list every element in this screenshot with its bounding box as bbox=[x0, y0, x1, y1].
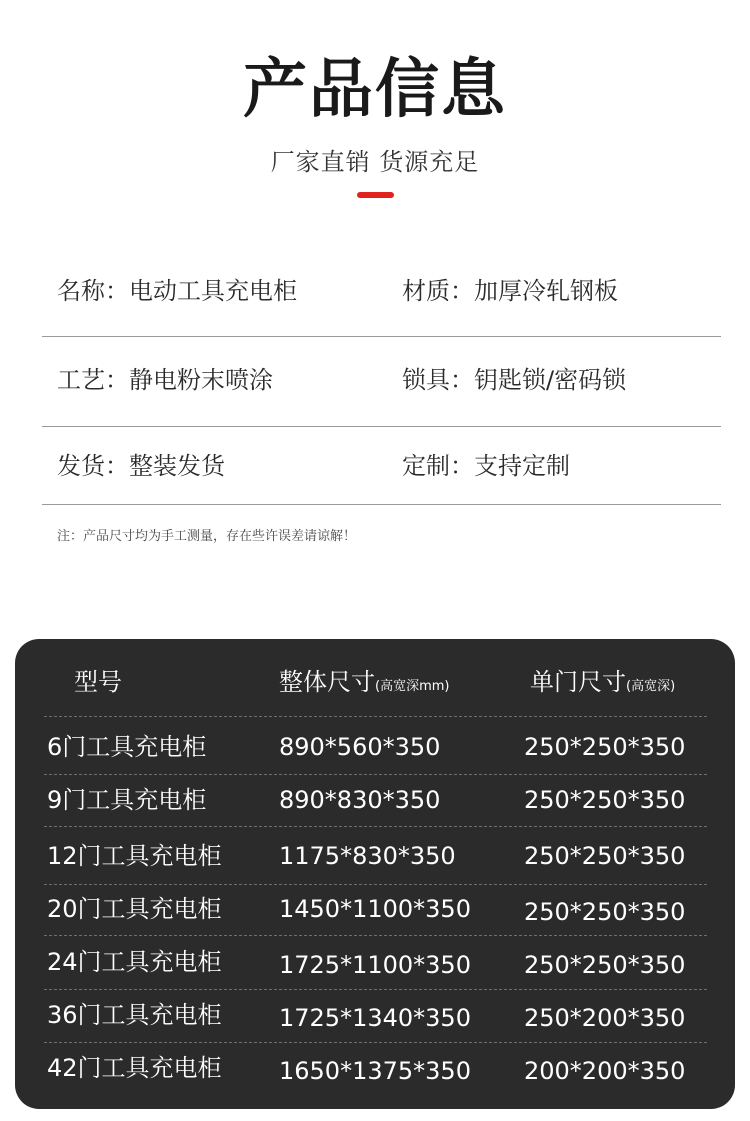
header-model bbox=[74, 666, 122, 698]
info-value: 支持定制 bbox=[474, 452, 570, 480]
info-name bbox=[57, 275, 297, 307]
cell-model: 20门工具充电柜 bbox=[47, 895, 222, 923]
row-divider bbox=[44, 935, 707, 936]
info-divider bbox=[42, 504, 721, 505]
page-subtitle: 厂家直销 货源充足 bbox=[270, 148, 480, 176]
row-divider bbox=[44, 884, 707, 885]
row-divider bbox=[44, 716, 707, 717]
header-door-size bbox=[530, 666, 675, 703]
cell-model: 42门工具充电柜 bbox=[47, 1054, 222, 1082]
info-lock bbox=[402, 364, 626, 396]
header-label: 型号 bbox=[74, 668, 122, 696]
info-value: 整装发货 bbox=[129, 452, 225, 480]
info-label: 定制： bbox=[402, 452, 474, 480]
cell-overall-size: 890*560*350 bbox=[279, 733, 441, 761]
cell-model: 36门工具充电柜 bbox=[47, 1001, 222, 1029]
accent-divider bbox=[357, 192, 394, 198]
info-value: 钥匙锁/密码锁 bbox=[474, 366, 627, 394]
measurement-note: 注：产品尺寸均为手工测量，存在些许误差请谅解！ bbox=[57, 529, 357, 544]
cell-overall-size: 1650*1375*350 bbox=[279, 1057, 471, 1085]
cell-overall-size: 1725*1100*350 bbox=[279, 951, 471, 979]
header-label: 单门尺寸 bbox=[530, 668, 626, 696]
info-divider bbox=[42, 336, 721, 337]
cell-door-size: 250*250*350 bbox=[524, 951, 686, 979]
cell-door-size: 250*250*350 bbox=[524, 898, 686, 926]
cell-door-size: 250*250*350 bbox=[524, 733, 686, 761]
info-divider bbox=[42, 426, 721, 427]
info-label: 发货： bbox=[57, 452, 129, 480]
cell-overall-size: 1175*830*350 bbox=[279, 842, 456, 870]
info-value: 电动工具充电柜 bbox=[129, 277, 297, 305]
header-label: 整体尺寸 bbox=[279, 668, 375, 696]
info-process bbox=[57, 364, 273, 396]
info-custom bbox=[402, 450, 570, 482]
info-shipping bbox=[57, 450, 225, 482]
cell-overall-size: 1725*1340*350 bbox=[279, 1004, 471, 1032]
info-label: 工艺： bbox=[57, 366, 129, 394]
info-value: 静电粉末喷涂 bbox=[129, 366, 273, 394]
header-unit: (高宽深) bbox=[626, 679, 676, 694]
cell-model: 24门工具充电柜 bbox=[47, 948, 222, 976]
info-value: 加厚冷轧钢板 bbox=[474, 277, 618, 305]
cell-door-size: 200*200*350 bbox=[524, 1057, 686, 1085]
cell-model: 9门工具充电柜 bbox=[47, 786, 207, 814]
cell-model: 6门工具充电柜 bbox=[47, 733, 207, 761]
info-label: 名称： bbox=[57, 277, 129, 305]
info-label: 锁具： bbox=[402, 366, 474, 394]
cell-door-size: 250*250*350 bbox=[524, 786, 686, 814]
info-material bbox=[402, 275, 618, 307]
cell-overall-size: 1450*1100*350 bbox=[279, 895, 471, 923]
cell-door-size: 250*200*350 bbox=[524, 1004, 686, 1032]
cell-overall-size: 890*830*350 bbox=[279, 786, 441, 814]
page-title: 产品信息 bbox=[243, 53, 507, 127]
spec-table bbox=[15, 639, 735, 1109]
info-label: 材质： bbox=[402, 277, 474, 305]
row-divider bbox=[44, 1042, 707, 1043]
cell-model: 12门工具充电柜 bbox=[47, 842, 222, 870]
cell-door-size: 250*250*350 bbox=[524, 842, 686, 870]
row-divider bbox=[44, 989, 707, 990]
header-overall-size bbox=[279, 666, 449, 703]
header-unit: (高宽深mm) bbox=[375, 679, 450, 694]
row-divider bbox=[44, 774, 707, 775]
row-divider bbox=[44, 826, 707, 827]
